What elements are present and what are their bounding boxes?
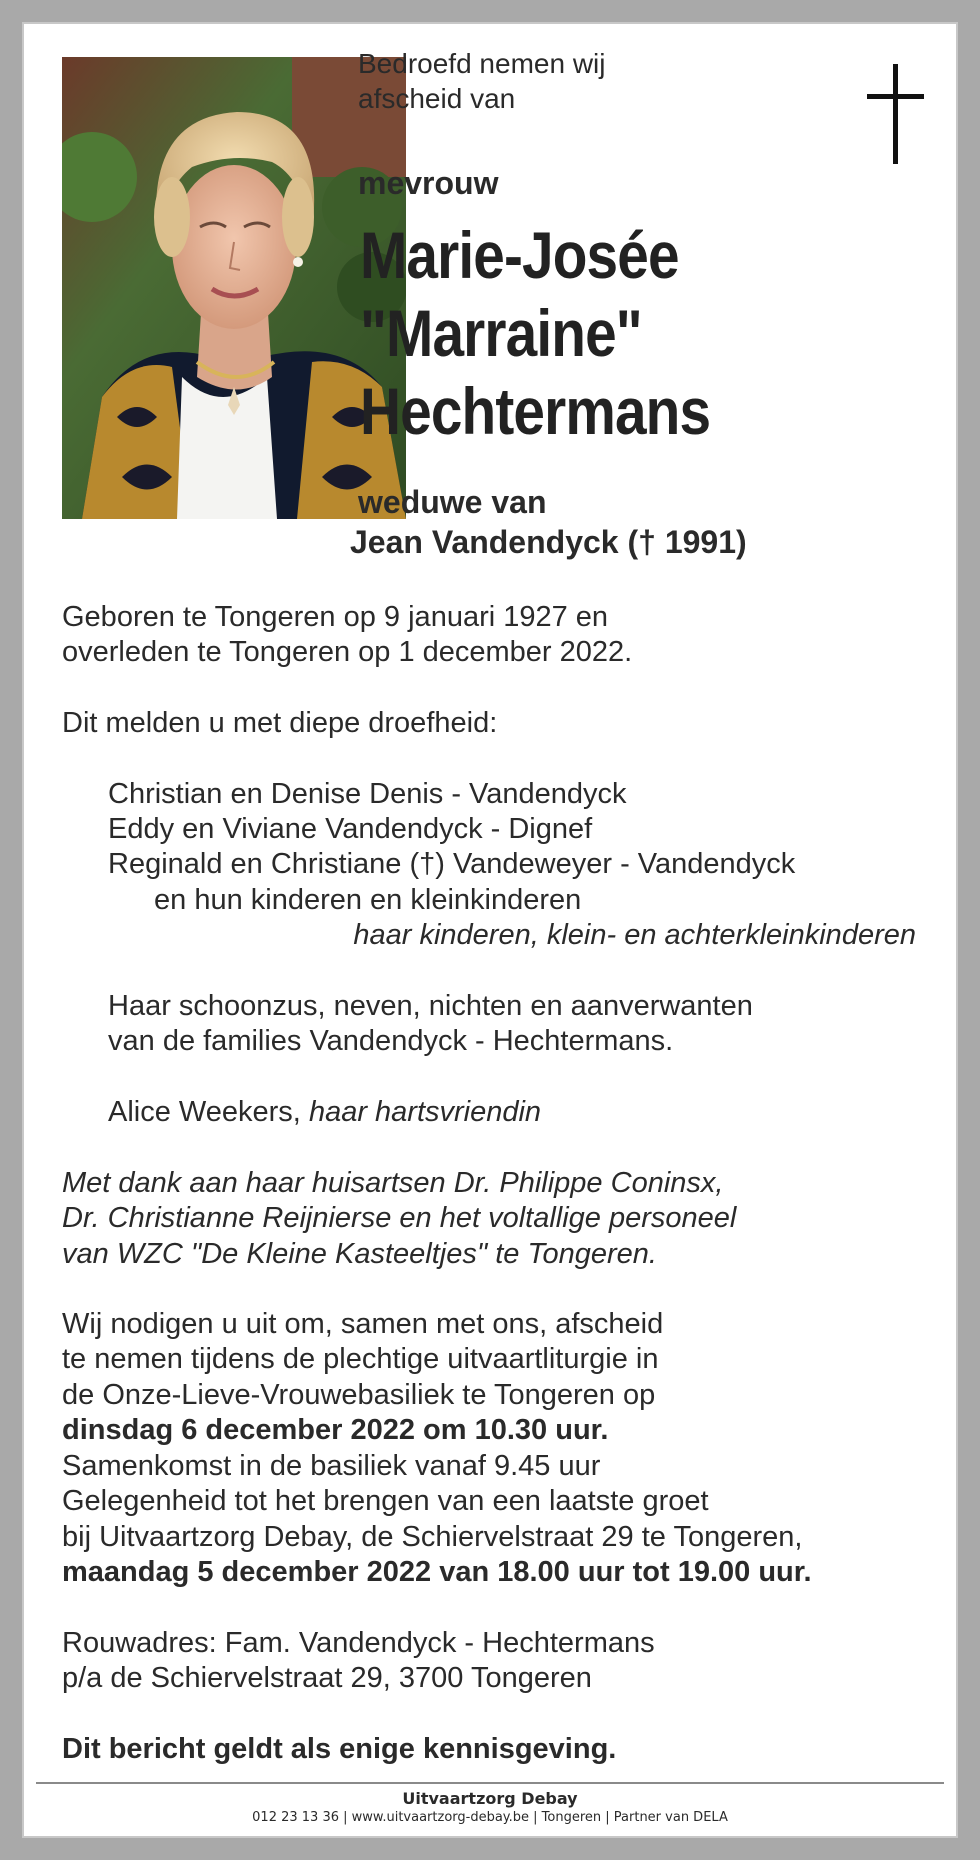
footer-contact: 012 23 13 36 | www.uitvaartzorg-debay.be | Tongeren | Partner van DELA [252,1810,728,1825]
family-descendants: en hun kinderen en kleinkinderen [154,884,582,916]
family-member: Christian en Denise Denis - Vandendyck [108,778,627,810]
invite-line-1: Wij nodigen u uit om, samen met ons, afscheid [62,1308,664,1340]
invite-line-2: te nemen tijdens de plechtige uitvaartliturgie in [62,1343,659,1375]
invite-line-6: Gelegenheid tot het brengen van een laatste groet [62,1485,709,1517]
friend-name: Alice Weekers, [108,1096,301,1128]
footer-divider [36,1782,944,1784]
intro-line-2: afscheid van [358,83,516,114]
notice: Dit bericht geldt als enige kennisgeving. [62,1733,617,1765]
birth-line-2: overleden te Tongeren op 1 december 2022. [62,636,633,668]
deceased-name-line-1: Marie-Josée [360,218,679,292]
cross-icon [867,64,927,164]
invite-line-3: de Onze-Lieve-Vrouwebasiliek te Tongeren op [62,1379,656,1411]
obituary-card [22,22,958,1838]
invite-line-5: Samenkomst in de basiliek vanaf 9.45 uur [62,1450,601,1482]
announcement: Dit melden u met diepe droefheid: [62,707,498,739]
deceased-name-line-2: "Marraine" [360,296,642,370]
relatives-line-1: Haar schoonzus, neven, nichten en aanverwanten [108,990,753,1022]
widow-of-label: weduwe van [358,484,547,520]
address-line-2: p/a de Schiervelstraat 29, 3700 Tongeren [62,1662,592,1694]
portrait-photo [62,57,406,519]
family-member: Eddy en Viviane Vandendyck - Dignef [108,813,593,845]
funeral-date: dinsdag 6 december 2022 om 10.30 uur. [62,1414,609,1446]
visitation-time: maandag 5 december 2022 van 18.00 uur tot 19.00 uur. [62,1556,812,1588]
intro-line-1: Bedroefd nemen wij [358,48,606,79]
birth-line-1: Geboren te Tongeren op 9 januari 1927 en [62,601,609,633]
footer-company: Uitvaartzorg Debay [402,1789,578,1808]
thanks-line-1: Met dank aan haar huisartsen Dr. Philippe Coninsx, [62,1167,724,1199]
friend-role: haar hartsvriendin [308,1096,542,1128]
family-member: Reginald en Christiane (†) Vandeweyer - Vandendyck [108,848,796,880]
address-line-1: Rouwadres: Fam. Vandendyck - Hechtermans [62,1627,655,1659]
invite-line-7: bij Uitvaartzorg Debay, de Schiervelstraat 29 te Tongeren, [62,1521,803,1553]
thanks-line-3: van WZC "De Kleine Kasteeltjes" te Tongeren. [62,1238,657,1270]
relatives-line-2: van de families Vandendyck - Hechtermans. [108,1025,674,1057]
thanks-line-2: Dr. Christianne Reijnierse en het voltallige personeel [62,1202,737,1234]
friend-line [108,1095,541,1131]
spouse-name: Jean Vandendyck († 1991) [350,524,747,560]
deceased-name-line-3: Hechtermans [360,374,711,448]
family-role: haar kinderen, klein- en achterkleinkinderen [353,919,916,951]
honorific: mevrouw [358,165,499,201]
